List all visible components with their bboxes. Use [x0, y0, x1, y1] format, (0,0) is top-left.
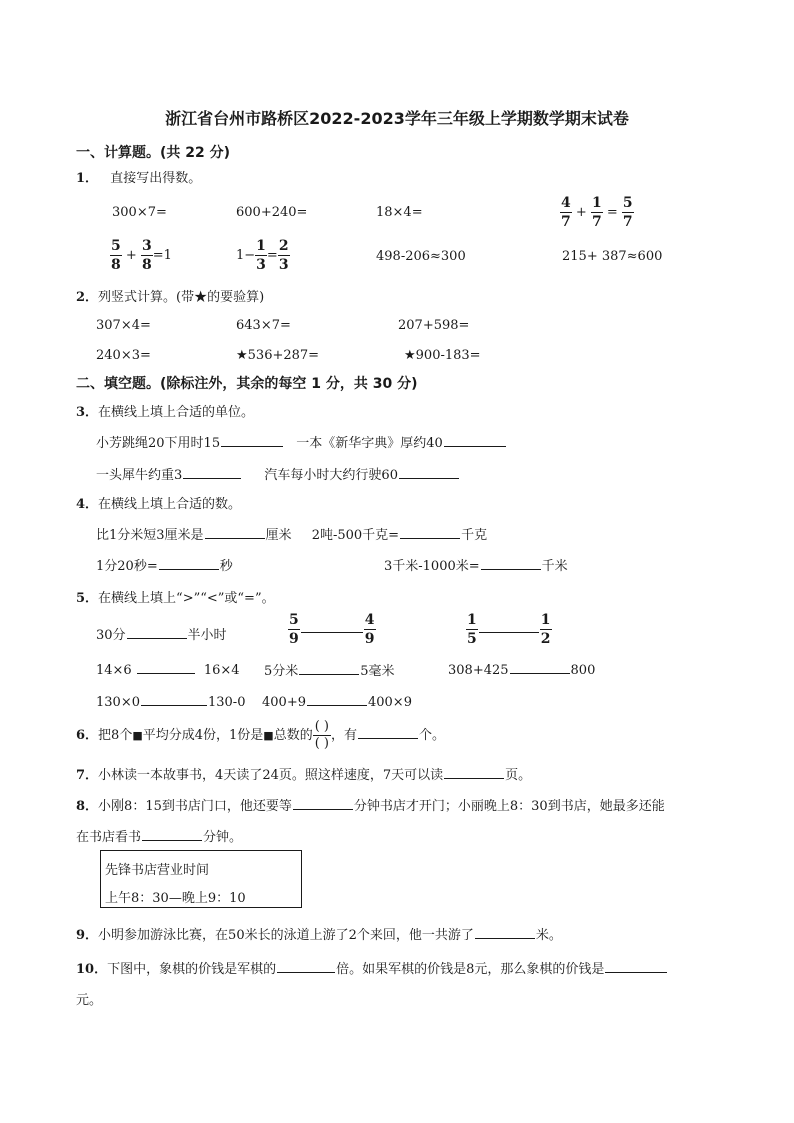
blank-text: 2吨-500千克= [311, 528, 400, 543]
question-9 [76, 924, 562, 943]
answer-blank[interactable] [510, 660, 570, 674]
blank-text: 比1分米短3厘米是 [96, 528, 204, 543]
fraction: $\frac{4}{9}$ [364, 612, 375, 647]
fraction: $\frac{4}{7}$ [561, 195, 571, 230]
blank-text: 一本《新华字典》厚约40 [296, 436, 443, 451]
compare-right: 16×4 [203, 663, 240, 678]
fraction: $\frac{1}{2}$ [540, 612, 551, 647]
compare-fractions [288, 612, 376, 647]
answer-blank[interactable] [277, 959, 335, 973]
question-10 [76, 958, 668, 977]
question-number: 1． [76, 171, 99, 186]
compare-right: 800 [570, 663, 596, 678]
compare-right: 半小时 [187, 628, 227, 643]
answer-blank[interactable] [137, 660, 195, 674]
answer-blank[interactable] [358, 725, 418, 739]
fraction: $\frac{5}{7}$ [622, 195, 633, 230]
question-prompt: 在横线上填上“>”“<”或“=”。 [98, 591, 275, 606]
question-number: 8． [76, 799, 99, 814]
store-hours-time: 上午8：30—晚上9：10 [105, 891, 246, 906]
blank-unit: 厘米 [265, 528, 292, 543]
question-text: 米。 [535, 928, 562, 943]
question-2 [76, 286, 264, 305]
store-hours-title: 先锋书店营业时间 [105, 863, 210, 878]
compare-left: 308+425 [448, 663, 509, 678]
square-icon: ■ [132, 729, 143, 742]
fraction: $\frac{1}{7}$ [591, 195, 602, 230]
answer-blank[interactable] [444, 765, 504, 779]
vertical-calc: 307×4= [96, 318, 151, 333]
answer-blank[interactable] [444, 433, 506, 447]
question-number: 10． [76, 962, 108, 977]
vertical-calc-check: ★536+287= [236, 348, 320, 363]
blank-unit: 千米 [541, 559, 568, 574]
equals: = [606, 205, 618, 220]
vertical-calc: 240×3= [96, 348, 151, 363]
question-text: ，有 [330, 728, 357, 743]
answer-blank[interactable] [127, 625, 187, 639]
blank-text: 1分20秒= [96, 559, 158, 574]
expr-18x4: 18×4= [376, 205, 423, 220]
unit-blank-row [96, 464, 460, 483]
question-8 [76, 795, 665, 814]
question-number: 5． [76, 591, 99, 606]
answer-blank[interactable] [481, 556, 541, 570]
question-prompt: 在横线上填上合适的单位。 [98, 405, 255, 420]
question-5 [76, 587, 275, 606]
blank-text: 汽车每小时大约行驶60 [264, 468, 398, 483]
compare-left: 400+9 [262, 695, 306, 710]
equals: = [266, 248, 278, 263]
question-text: 把8个 [98, 728, 133, 743]
compare-fractions [466, 612, 552, 647]
question-number: 7． [76, 768, 99, 783]
compare-right: 130-0 [207, 695, 246, 710]
answer-blank[interactable] [221, 433, 283, 447]
question-text: 页。 [505, 768, 532, 783]
vertical-calc: 207+598= [398, 318, 470, 333]
vertical-calc: 643×7= [236, 318, 291, 333]
operator: + [575, 205, 587, 220]
answer-blank[interactable] [301, 619, 363, 633]
expr-estimate-1: 498-206≈300 [376, 249, 466, 264]
answer-blank[interactable] [141, 692, 207, 706]
fraction: $\frac{5}{9}$ [289, 612, 299, 647]
unit-blank-row [96, 432, 507, 451]
compare-right: 400×9 [367, 695, 412, 710]
question-1 [76, 167, 201, 186]
question-prompt: 列竖式计算。(带★的要验算) [98, 290, 265, 305]
question-text: 个。 [419, 728, 446, 743]
question-text: 下图中，象棋的价钱是军棋的 [107, 962, 277, 977]
question-7 [76, 764, 531, 783]
question-10-continued: 元。 [76, 993, 103, 1008]
question-text: 分钟书店才开门；小丽晚上8：30到书店，她最多还能 [353, 799, 665, 814]
fraction: $\frac{3}{8}$ [141, 238, 152, 273]
question-4 [76, 493, 241, 512]
answer-blank[interactable] [183, 465, 241, 479]
fraction: $\frac{1}{3}$ [256, 238, 266, 273]
vertical-calc-check: ★900-183= [404, 348, 481, 363]
operand: 1− [236, 248, 256, 263]
page-title: 浙江省台州市路桥区2022-2023学年三年级上学期数学期末试卷 [165, 109, 629, 128]
section-heading-2: 二、填空题。(除标注外，其余的每空 1 分，共 30 分) [76, 376, 418, 392]
expr-fraction-sum-2 [110, 238, 172, 273]
question-text: 总数的 [273, 728, 313, 743]
answer-blank[interactable] [293, 796, 353, 810]
number-blank-row [384, 555, 568, 574]
compare-right: 5毫米 [360, 664, 395, 679]
question-8-continued [76, 826, 242, 845]
blank-text: 小芳跳绳20下用时15 [96, 436, 221, 451]
question-text: 平均分成4份，1份是 [142, 728, 264, 743]
question-6 [76, 720, 445, 751]
expr-300x7: 300×7= [112, 205, 167, 220]
number-blank-row [96, 524, 487, 543]
expr-fraction-sum [560, 195, 634, 230]
blank-text: 一头犀牛约重3 [96, 468, 183, 483]
blank-unit: 秒 [219, 559, 233, 574]
answer-blank[interactable] [142, 827, 202, 841]
question-number: 2． [76, 290, 99, 305]
compare-row [96, 624, 227, 643]
blank-unit: 千克 [461, 528, 488, 543]
question-text: 在书店看书 [76, 830, 142, 845]
compare-row [448, 660, 595, 678]
expr-fraction-diff [236, 238, 290, 273]
question-prompt: 在横线上填上合适的数。 [98, 497, 242, 512]
fraction: $\frac{5}{8}$ [111, 238, 121, 273]
question-number: 3． [76, 405, 99, 420]
question-number: 9． [76, 928, 99, 943]
fraction-blank[interactable]: ( ) ( ) [314, 719, 329, 751]
question-text: 小林读一本故事书，4天读了24页。照这样速度，7天可以读 [98, 768, 444, 783]
blank-text: 3千米-1000米= [384, 559, 480, 574]
question-text: 小明参加游泳比赛，在50米长的泳道上游了2个来回，他一共游了 [98, 928, 474, 943]
fraction: $\frac{1}{5}$ [467, 612, 477, 647]
answer-blank[interactable] [159, 556, 219, 570]
expr-estimate-2: 215+ 387≈600 [562, 249, 663, 264]
compare-row [262, 692, 412, 710]
compare-left: 14×6 [96, 663, 132, 678]
operator: + [125, 248, 137, 263]
question-3 [76, 401, 254, 420]
compare-left: 130×0 [96, 695, 140, 710]
question-text: 倍。如果军棋的价钱是8元，那么象棋的价钱是 [336, 962, 605, 977]
answer-blank[interactable] [479, 619, 539, 633]
compare-row [96, 692, 245, 710]
square-icon: ■ [263, 729, 274, 742]
question-number: 6． [76, 728, 99, 743]
answer-blank[interactable] [605, 959, 667, 973]
answer-blank[interactable] [299, 661, 359, 675]
question-prompt: 直接写出得数。 [110, 171, 202, 186]
compare-row [96, 660, 240, 678]
expr-600plus240: 600+240= [236, 205, 308, 220]
question-text: 小刚8：15到书店门口，他还要等 [98, 799, 292, 814]
store-hours-box [100, 850, 302, 908]
answer-blank[interactable] [475, 925, 535, 939]
question-text: 分钟。 [203, 830, 243, 845]
number-blank-row [96, 555, 233, 574]
fraction: $\frac{2}{3}$ [278, 238, 289, 273]
section-heading-1: 一、计算题。(共 22 分) [76, 145, 231, 161]
answer-blank[interactable] [400, 525, 460, 539]
compare-left: 30分 [96, 628, 126, 643]
compare-left: 5分米 [264, 664, 299, 679]
result: =1 [152, 248, 172, 263]
answer-blank[interactable] [205, 525, 265, 539]
answer-blank[interactable] [399, 465, 459, 479]
compare-row [264, 660, 395, 679]
answer-blank[interactable] [307, 692, 367, 706]
question-number: 4． [76, 497, 99, 512]
